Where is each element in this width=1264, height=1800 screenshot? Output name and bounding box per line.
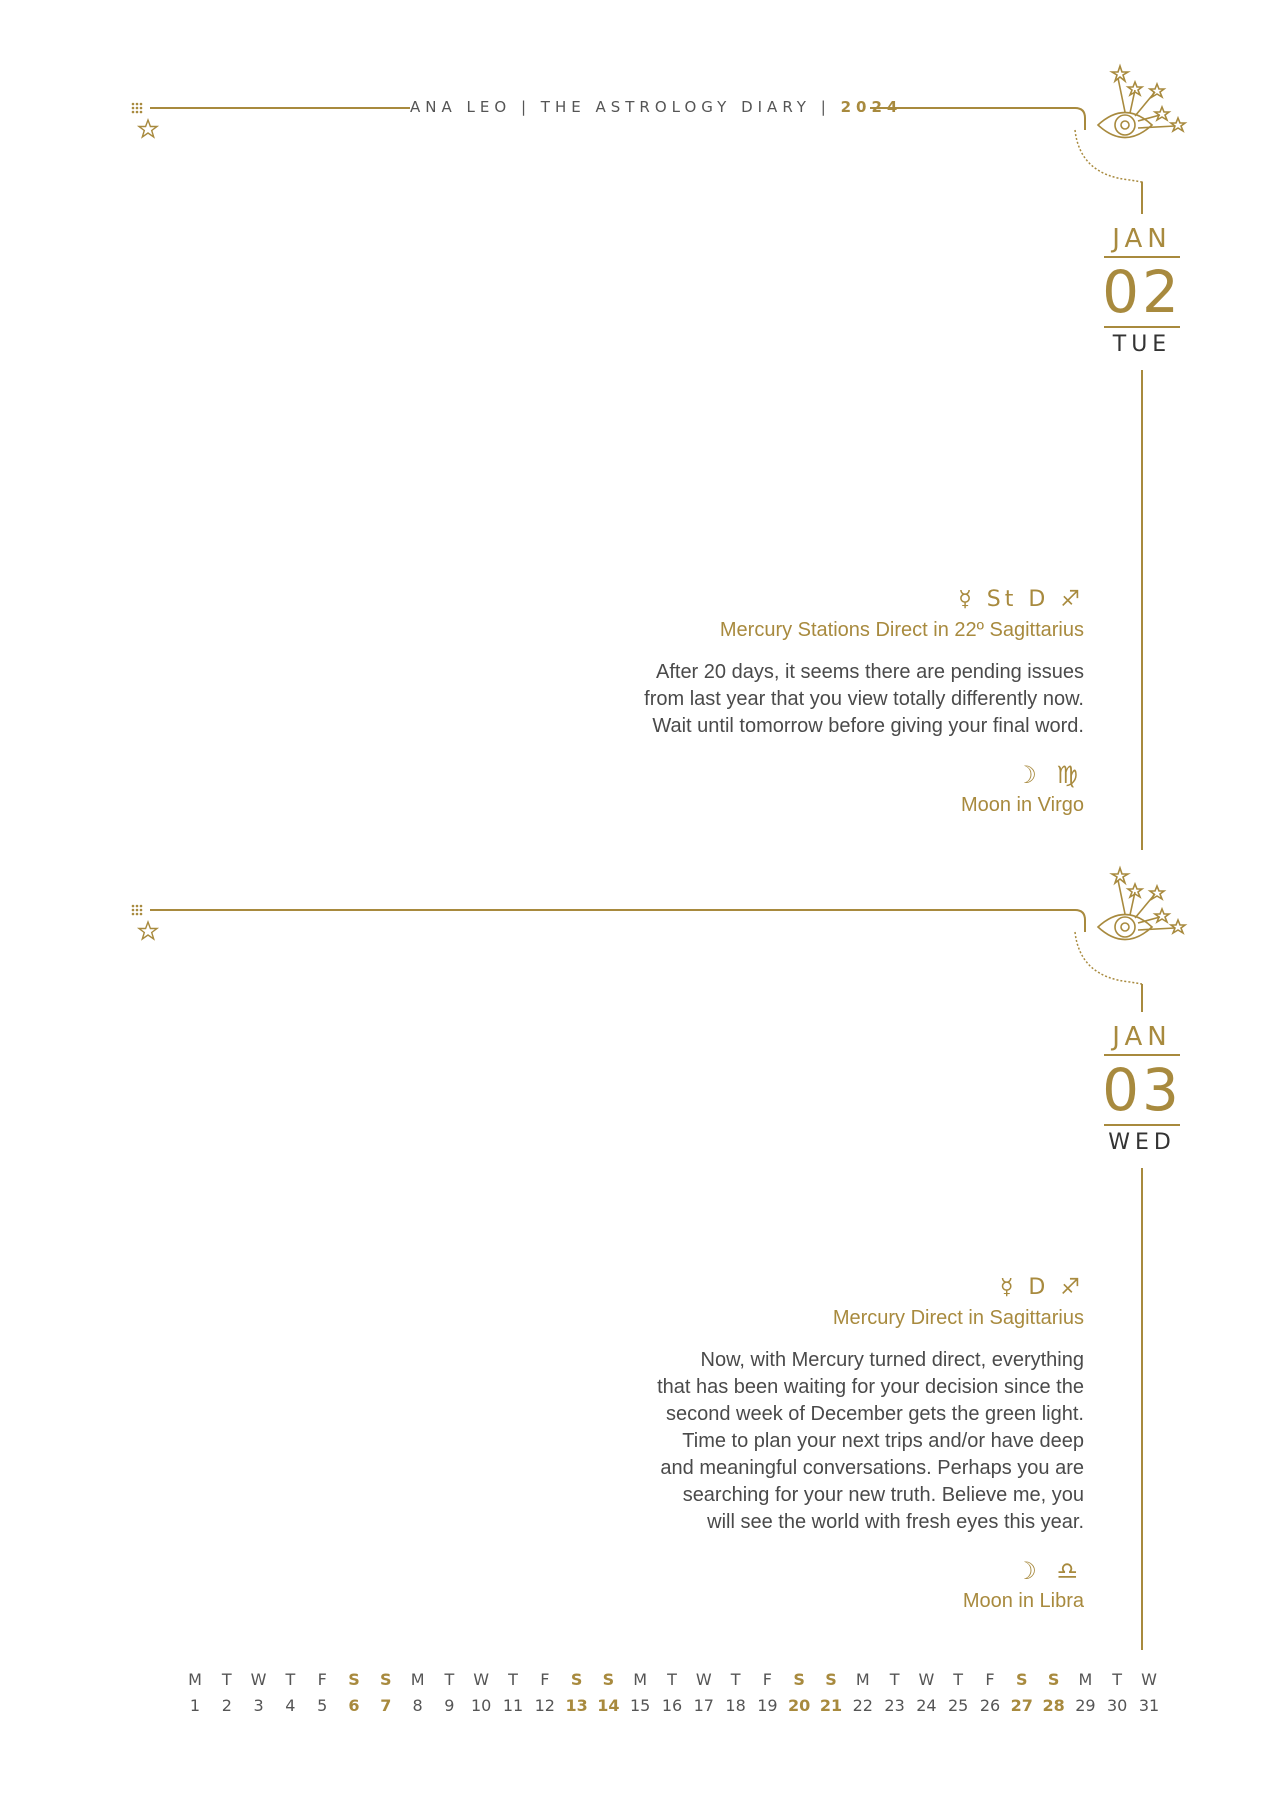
body-line: second week of December gets the green light. bbox=[665, 1403, 1084, 1425]
calendar-weekday-letter: T bbox=[508, 1670, 518, 1689]
calendar-day-number: 1 bbox=[189, 1696, 201, 1715]
body-line: Wait until tomorrow before giving your final word. bbox=[652, 715, 1084, 737]
calendar-weekday-letter: S bbox=[1047, 1670, 1060, 1689]
calendar-weekday-letter: T bbox=[285, 1670, 296, 1689]
entry-body bbox=[524, 1347, 1084, 1536]
calendar-day-number: 23 bbox=[884, 1696, 905, 1715]
dots-icon bbox=[132, 103, 143, 114]
calendar-weekday-letter: S bbox=[570, 1670, 583, 1689]
calendar-day-number: 3 bbox=[253, 1696, 264, 1715]
event-title: Mercury Stations Direct in 22º Sagittarius bbox=[719, 619, 1084, 641]
date-block-jan-02 bbox=[1097, 222, 1187, 362]
entry-body bbox=[524, 659, 1084, 740]
body-line: searching for your new truth. Believe me, you bbox=[682, 1484, 1084, 1506]
entry-jan-03 bbox=[524, 1273, 1084, 1616]
calendar-day-number: 15 bbox=[630, 1696, 651, 1715]
calendar-weekday-letter: T bbox=[667, 1670, 677, 1689]
diary-title: THE ASTROLOGY DIARY bbox=[540, 98, 811, 116]
date-month: JAN bbox=[1112, 224, 1172, 254]
calendar-weekday-letter: T bbox=[1112, 1670, 1123, 1689]
moon-sign: Moon in Virgo bbox=[960, 794, 1084, 816]
calendar-weekday-letter: F bbox=[540, 1670, 550, 1689]
moon-symbols: ☽ ♎ bbox=[1015, 1557, 1084, 1585]
calendar-day-number: 25 bbox=[948, 1696, 969, 1715]
calendar-day-number: 29 bbox=[1075, 1696, 1096, 1715]
aspect-symbols: ☿ D ♐ bbox=[999, 1275, 1084, 1300]
date-block-jan-03 bbox=[1097, 1020, 1187, 1160]
calendar-weekday-letter: W bbox=[695, 1670, 712, 1689]
calendar-weekday-letter: S bbox=[602, 1670, 615, 1689]
eye-stars-icon bbox=[1098, 868, 1185, 940]
calendar-day-number: 11 bbox=[502, 1696, 524, 1715]
calendar-day-number: 18 bbox=[725, 1696, 746, 1715]
diary-header bbox=[410, 98, 903, 116]
body-line: will see the world with fresh eyes this year. bbox=[707, 1511, 1084, 1533]
calendar-weekday-letter: M bbox=[1078, 1670, 1093, 1689]
calendar-weekday-letter: S bbox=[1016, 1670, 1028, 1689]
calendar-weekday-letter: T bbox=[221, 1670, 232, 1689]
calendar-weekday-letter: W bbox=[1141, 1670, 1157, 1689]
calendar-weekday-letter: F bbox=[317, 1670, 327, 1689]
calendar-weekday-letter: W bbox=[918, 1670, 935, 1689]
calendar-day-number: 22 bbox=[852, 1696, 873, 1715]
calendar-day-number: 27 bbox=[1010, 1696, 1033, 1715]
calendar-day-number: 6 bbox=[348, 1696, 360, 1715]
calendar-weekday-letter: S bbox=[793, 1670, 805, 1689]
calendar-weekday-letter: T bbox=[953, 1670, 964, 1689]
moon-symbols: ☽ ♍ bbox=[1015, 761, 1084, 789]
date-weekday: WED bbox=[1108, 1130, 1176, 1155]
calendar-day-number: 26 bbox=[979, 1696, 1001, 1715]
calendar-day-number: 30 bbox=[1107, 1696, 1128, 1715]
entry-jan-02 bbox=[524, 585, 1084, 820]
star-icon bbox=[139, 120, 157, 137]
calendar-weekday-letter: T bbox=[889, 1670, 900, 1689]
calendar-day-number: 5 bbox=[317, 1696, 328, 1715]
calendar-day-number: 17 bbox=[693, 1696, 714, 1715]
calendar-day-number: 28 bbox=[1042, 1696, 1065, 1715]
calendar-weekday-letter: M bbox=[188, 1670, 202, 1689]
calendar-day-number: 14 bbox=[597, 1696, 620, 1715]
calendar-weekday-letter: S bbox=[825, 1670, 837, 1689]
date-day: 02 bbox=[1102, 258, 1182, 326]
moon-sign: Moon in Libra bbox=[962, 1590, 1084, 1612]
body-line: After 20 days, it seems there are pending issues bbox=[655, 661, 1084, 683]
author-name: ANA LEO bbox=[410, 98, 512, 116]
calendar-day-number: 2 bbox=[221, 1696, 232, 1715]
calendar-weekday-letter: T bbox=[730, 1670, 741, 1689]
date-weekday: TUE bbox=[1112, 332, 1172, 357]
calendar-day-number: 9 bbox=[444, 1696, 455, 1715]
aspect-symbols: ☿ St D ♐ bbox=[958, 587, 1084, 612]
calendar-day-number: 19 bbox=[757, 1696, 778, 1715]
calendar-day-number: 12 bbox=[534, 1696, 555, 1715]
calendar-day-number: 7 bbox=[380, 1696, 392, 1715]
body-line: Time to plan your next trips and/or have deep bbox=[682, 1430, 1084, 1452]
calendar-day-number: 20 bbox=[788, 1696, 811, 1715]
calendar-day-number: 21 bbox=[819, 1696, 843, 1715]
date-day: 03 bbox=[1102, 1056, 1182, 1124]
eye-stars-icon bbox=[1098, 66, 1185, 138]
diary-year: 2024 bbox=[840, 98, 903, 116]
calendar-weekday-letter: M bbox=[633, 1670, 648, 1689]
calendar-weekday-letter: M bbox=[855, 1670, 870, 1689]
calendar-weekday-letter: T bbox=[444, 1670, 455, 1689]
body-line: and meaningful conversations. Perhaps you are bbox=[660, 1457, 1084, 1479]
calendar-day-number: 8 bbox=[412, 1696, 423, 1715]
calendar-day-number: 16 bbox=[661, 1696, 683, 1715]
calendar-day-number: 4 bbox=[285, 1696, 296, 1715]
calendar-day-number: 10 bbox=[471, 1696, 492, 1715]
calendar-weekday-letter: M bbox=[410, 1670, 425, 1689]
calendar-weekday-letter: S bbox=[348, 1670, 360, 1689]
calendar-day-number: 13 bbox=[565, 1696, 588, 1715]
header-separator: | bbox=[820, 98, 831, 116]
calendar-weekday-letter: F bbox=[985, 1670, 995, 1689]
event-title: Mercury Direct in Sagittarius bbox=[832, 1307, 1084, 1329]
calendar-day-number: 24 bbox=[916, 1696, 937, 1715]
date-month: JAN bbox=[1112, 1022, 1172, 1052]
body-line: that has been waiting for your decision since the bbox=[657, 1376, 1084, 1398]
calendar-weekday-letter: F bbox=[762, 1670, 772, 1689]
calendar-day-number: 31 bbox=[1138, 1696, 1160, 1715]
header-separator: | bbox=[520, 98, 531, 116]
body-line: from last year that you view totally differently now. bbox=[644, 688, 1084, 710]
calendar-weekday-letter: W bbox=[473, 1670, 490, 1689]
body-line: Now, with Mercury turned direct, everything bbox=[700, 1349, 1084, 1371]
star-icon bbox=[139, 922, 157, 939]
calendar-weekday-letter: S bbox=[380, 1670, 392, 1689]
calendar-weekday-letter: W bbox=[250, 1670, 267, 1689]
